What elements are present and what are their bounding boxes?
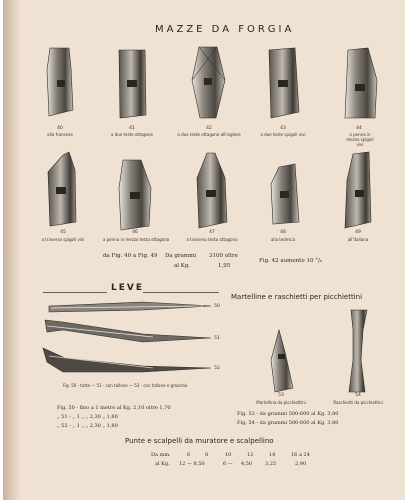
hammer-45-caption: a traverso spigoli vivi [41,237,85,242]
hammer-41-drawing [119,50,146,118]
hammer-49-number: 49 [355,230,361,235]
hammer-42-caption: a due teste ottagone all'inglese [177,132,241,137]
hammer-price-da-grammi: Da grammi [165,253,197,259]
raschietto-54-caption: Raschietti da picchiettini [333,400,383,405]
leve-51-drawing [45,320,211,342]
martellina-53-drawing [271,330,293,392]
hammer-46-number: 46 [132,230,138,235]
hammer-43-caption: a due teste spigoli vivi [260,132,306,137]
leve-rule-right [143,292,219,293]
raschietto-54-price: Fig. 54 - da grammi 500-600 al Kg. 3,80 [237,420,339,426]
leve-price-52: „ 52 - „ 1 „ „ 2,30 „ 1,80 [57,423,118,429]
hammer-47-caption: a traverso testa ottagona [186,237,238,242]
page-title: MAZZE DA FORGIA [155,24,295,35]
hammer-46-caption: a penna in mezzo testa ottagona [102,237,170,242]
catalog-page [3,0,405,500]
martellina-53-price: Fig. 53 - da grammi 500-600 al Kg. 3,80 [237,411,339,417]
leve-caption: Fig. 50 - tutta — 51 - con tallone — 52 - con tallone e graschio [63,383,188,388]
hammer-price-range: da Fig. 40 a Fig. 49 [103,253,158,259]
martelline-title: Martelline e raschietti per picchiettini [231,293,363,301]
hammer-49-caption: all'italiana [347,237,369,242]
leve-52-drawing [43,348,211,372]
hammer-46-drawing [119,160,151,230]
hammer-45-drawing [48,152,76,226]
punte-row2-325: 3,25 [265,461,277,467]
punte-row1-16-24: 16 a 24 [291,452,310,458]
leve-rule-left [43,292,107,293]
hammer-44-number: 44 [356,126,362,131]
punte-row1-8: 8 [205,452,209,458]
hammer-48-drawing [271,164,299,224]
hammer-49-drawing [345,152,371,228]
hammer-45-number: 45 [60,230,66,235]
punte-row2-450: 4,50 [241,461,253,467]
leve-51-number: 51 [214,336,220,341]
martellina-53-caption: Martellina da picchiettini [256,400,306,405]
leve-50-number: 50 [214,304,220,309]
hammer-41-caption: a due teste ottagone [111,132,153,137]
martellina-53-number: 53 [278,393,284,398]
leve-52-number: 52 [214,366,220,371]
punte-row1-14: 14 [269,452,276,458]
hammer-43-drawing [269,48,299,118]
leve-price-50: Fig. 50 - fino a 1 metro al Kg. 2,10 oltre 1,70 [57,405,171,411]
hammer-40-drawing [47,48,73,116]
hammer-41-number: 41 [129,126,135,131]
punte-row2-12-850: 12 — 8,50 [179,461,205,467]
raschietto-54-number: 54 [355,393,361,398]
leve-title: LEVE [111,283,144,293]
punte-row1-label: Da mm. [151,452,171,458]
leve-50-drawing [49,302,211,312]
raschietto-54-drawing [349,310,367,392]
punte-row2-290: 2,90 [295,461,307,467]
punte-row1-12: 12 [247,452,254,458]
hammer-price-al-kg: al Kg. [174,263,191,269]
hammer-price-weight: 3100 oltre [209,253,238,259]
hammer-price-aumento: Fig. 42 aumento 10 °/₀ [259,258,322,264]
hammer-44-drawing [345,48,377,118]
hammer-price-value: 1,95 [218,263,231,269]
hammer-40-number: 40 [57,126,63,131]
hammer-48-number: 48 [280,230,286,235]
hammer-40-caption: alla francese [47,132,73,137]
punte-row2-6: 6 — [223,461,233,467]
hammer-42-number: 42 [206,126,212,131]
hammer-47-number: 47 [209,230,215,235]
hammer-47-drawing [197,153,227,228]
hammer-42-drawing [192,47,225,118]
hammer-48-caption: alla tedesca [270,237,296,242]
punte-row1-6: 6 [187,452,191,458]
punte-row1-10: 10 [225,452,232,458]
leve-price-51: „ 51 - „ 1 „ „ 2,30 „ 1,80 [57,414,118,420]
hammer-43-number: 43 [280,126,286,131]
punte-row2-label: al Kg. [155,461,170,467]
punte-title: Punte e scalpelli da muratore e scalpellino [125,437,274,445]
hammer-44-caption: a penna in mezzo spigoli vivi [346,132,374,147]
